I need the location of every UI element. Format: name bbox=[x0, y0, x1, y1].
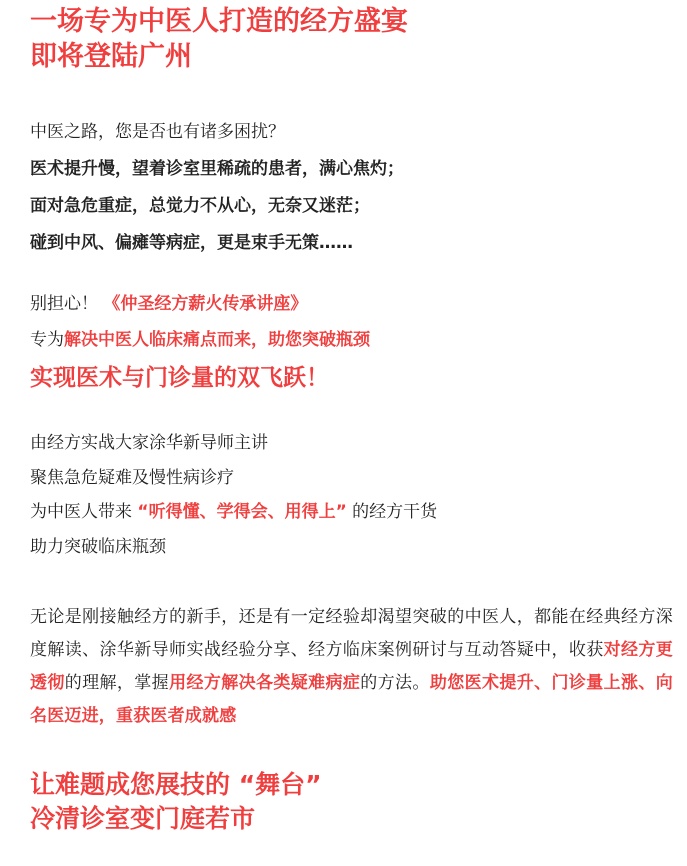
pain-point-2: 面对急危重症，总觉力不从心，无奈又迷茫； bbox=[30, 196, 370, 216]
closing-slogan bbox=[30, 768, 322, 836]
paragraph-part-3: 的方法。 bbox=[360, 673, 430, 693]
reassure-line bbox=[30, 286, 673, 322]
paragraph-highlight-1: 对经方更透彻 bbox=[30, 640, 673, 693]
pain-point-1: 医术提升慢，望着诊室里稀疏的患者，满心焦灼； bbox=[30, 159, 404, 179]
intro-question: 中医之路，您是否也有诸多困扰？ bbox=[30, 122, 285, 142]
lecture-name: 《仲圣经方薪火传承讲座》 bbox=[103, 294, 308, 314]
purpose-highlight: 解决中医人临床痛点而来，助您突破瓶颈 bbox=[64, 330, 370, 350]
closing-line-2: 冷清诊室变门庭若市 bbox=[30, 804, 256, 833]
purpose-prefix: 专为 bbox=[30, 330, 64, 350]
paragraph-highlight-2: 用经方解决各类疑难病症 bbox=[169, 673, 361, 693]
mentor-line-3 bbox=[30, 495, 673, 530]
mentor-line-2: 聚焦急危疑难及慢性病诊疗 bbox=[30, 467, 234, 488]
mentor-line-4: 助力突破临床瓶颈 bbox=[30, 536, 166, 557]
pitch-section bbox=[30, 286, 673, 398]
slogan: 实现医术与门诊量的双飞跃！ bbox=[30, 365, 329, 391]
hero-title-line-1: 一场专为中医人打造的经方盛宴 bbox=[30, 6, 408, 37]
paragraph-highlight-3: 助您医术提升、门诊量上涨、向名医迈进，重获医者成就感 bbox=[30, 673, 673, 726]
benefit-paragraph bbox=[30, 601, 673, 733]
closing-line-1: 让难题成您展技的 “舞台” bbox=[30, 770, 322, 799]
hero-title bbox=[30, 4, 408, 74]
mentor-line-3-highlight: “听得懂、学得会、用得上” bbox=[137, 502, 347, 522]
paragraph-part-1: 无论是刚接触经方的新手，还是有一定经验却渴望突破的中医人，都能在经典经方深度解读、涂华新导师实战经验分享、经方临床案例研讨与互动答疑中，收获 bbox=[30, 607, 673, 660]
mentor-line-1: 由经方实战大家涂华新导师主讲 bbox=[30, 433, 268, 453]
pain-point-3: 碰到中风、偏瘫等病症，更是束手无策…… bbox=[30, 233, 353, 253]
mentor-section bbox=[30, 426, 673, 564]
purpose-line bbox=[30, 322, 673, 358]
hero-title-line-2: 即将登陆广州 bbox=[30, 41, 192, 72]
mentor-line-3-suffix: 的经方干货 bbox=[352, 502, 438, 522]
mentor-line-3-prefix: 为中医人带来 bbox=[30, 502, 132, 522]
intro-section bbox=[30, 114, 673, 262]
paragraph-part-2: 的理解，掌握 bbox=[64, 673, 170, 693]
reassure-prefix: 别担心！ bbox=[30, 294, 98, 314]
